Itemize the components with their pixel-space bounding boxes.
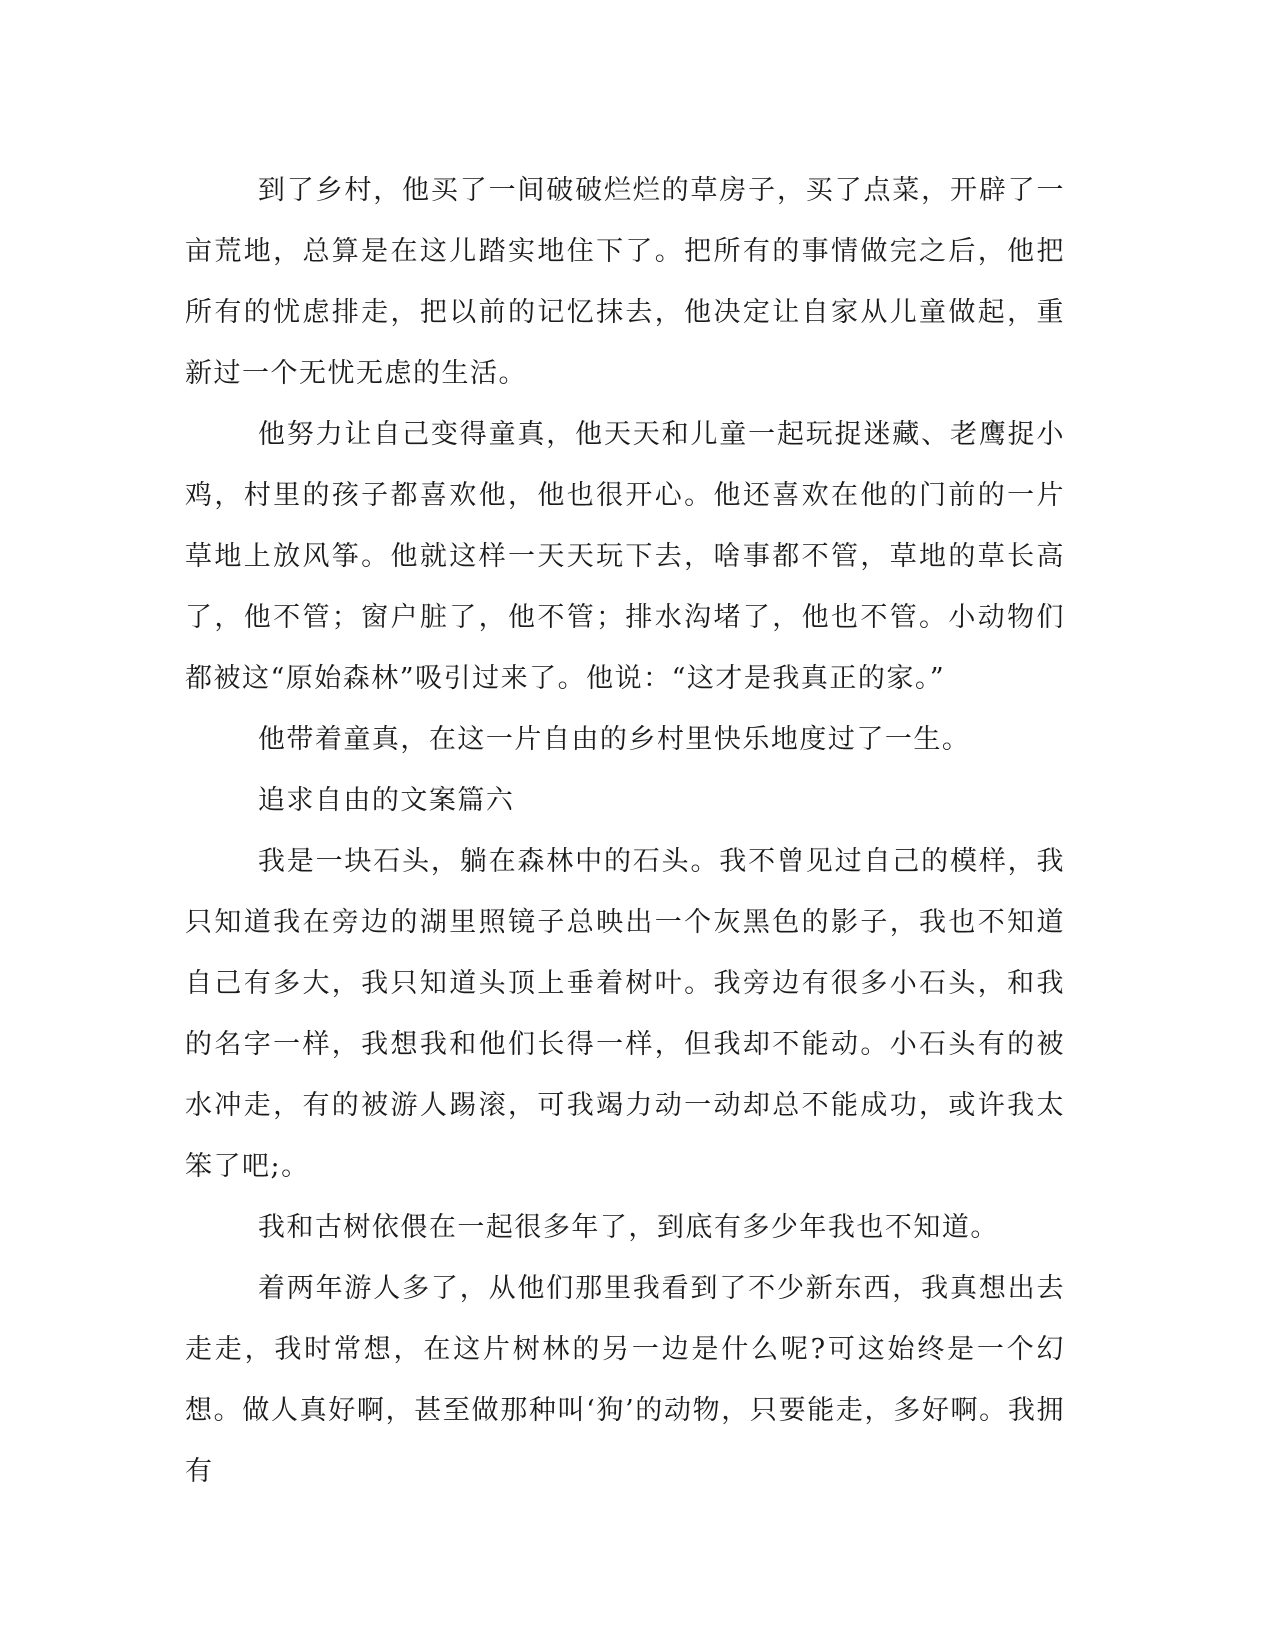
paragraph-4: 我是一块石头，躺在森林中的石头。我不曾见过自己的模样，我只知道我在旁边的湖里照镜子总映出一个灰黑色的影子，我也不知道自己有多大，我只知道头顶上垂着树叶。我旁边有很多小石头，和我的名字一样，我想我和他们长得一样，但我却不能动。小石头有的被水冲走，有的被游人踢滚，可我竭力动一动却总不能成功，或许我太笨了吧;。 bbox=[185, 846, 1065, 1182]
paragraph-5: 我和古树依偎在一起很多年了，到底有多少年我也不知道。 bbox=[257, 1212, 999, 1243]
paragraph-2: 他努力让自己变得童真，他天天和儿童一起玩捉迷藏、老鹰捉小鸡，村里的孩子都喜欢他，他也很开心。他还喜欢在他的门前的一片草地上放风筝。他就这样一天天玩下去，啥事都不管，草地的草长高了，他不管；窗户脏了，他不管；排水沟堵了，他也不管。小动物们都被这“原始森林”吸引过来了。他说：“这才是我真正的家。” bbox=[185, 419, 1065, 694]
document-body bbox=[185, 160, 1065, 1502]
paragraph-6: 着两年游人多了，从他们那里我看到了不少新东西，我真想出去走走，我时常想，在这片树林的另一边是什么呢?可这始终是一个幻想。做人真好啊，甚至做那种叫‘狗’的动物，只要能走，多好啊。我拥有 bbox=[185, 1273, 1065, 1487]
paragraph-3: 他带着童真，在这一片自由的乡村里快乐地度过了一生。 bbox=[257, 724, 971, 755]
paragraph-1: 到了乡村，他买了一间破破烂烂的草房子，买了点菜，开辟了一亩荒地，总算是在这儿踏实地住下了。把所有的事情做完之后，他把所有的忧虑排走，把以前的记忆抹去，他决定让自家从儿童做起，重新过一个无忧无虑的生活。 bbox=[185, 175, 1065, 389]
section-heading: 追求自由的文案篇六 bbox=[257, 785, 515, 816]
